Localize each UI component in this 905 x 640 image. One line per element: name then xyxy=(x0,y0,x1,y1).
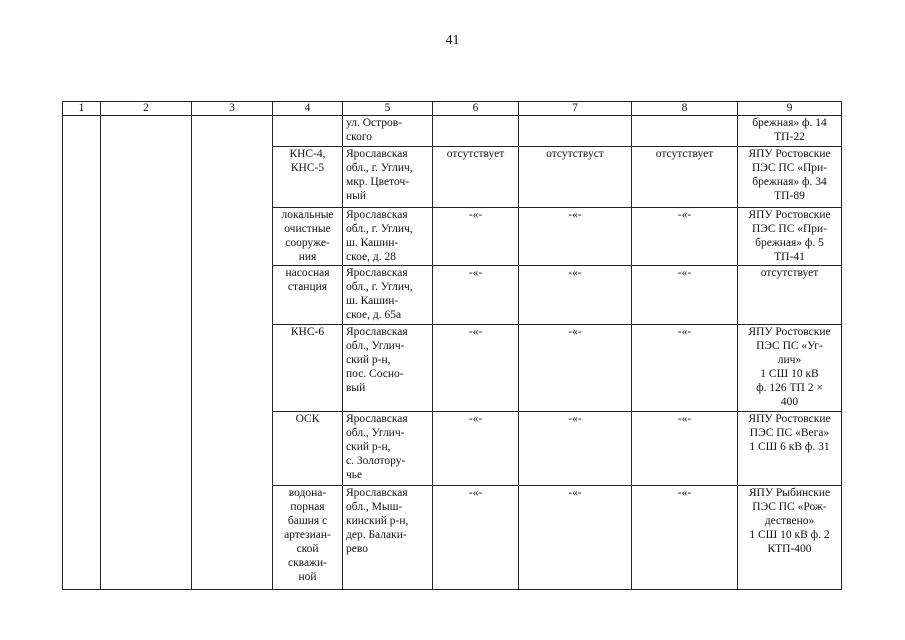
address-cell: Ярославская обл., г. Углич, ш. Кашин- ское, д. 28 xyxy=(343,208,433,266)
object-cell: насосная станция xyxy=(273,266,343,325)
merged-cell-col2 xyxy=(101,116,192,590)
header-cell-4: 4 xyxy=(273,102,343,116)
cell-col8: отсутствует xyxy=(632,147,738,208)
cell-col7: отсутствуст xyxy=(519,147,632,208)
address-cell: Ярославская обл., г. Углич, ш. Кашин- ское, д. 65а xyxy=(343,266,433,325)
header-cell-3: 3 xyxy=(192,102,273,116)
object-cell: КНС-4, КНС-5 xyxy=(273,147,343,208)
header-cell-7: 7 xyxy=(519,102,632,116)
power-source-cell: ЯПУ Ростовские ПЭС ПС «При- брежная» ф. 5 ТП-41 xyxy=(738,208,842,266)
cell-col6: -«- xyxy=(433,412,519,486)
page-number: 41 xyxy=(445,33,460,48)
data-table xyxy=(62,101,842,590)
header-cell-5: 5 xyxy=(343,102,433,116)
address-cell: ул. Остров- ского xyxy=(343,116,433,147)
cell-col6: -«- xyxy=(433,486,519,590)
cell-col8: -«- xyxy=(632,266,738,325)
cell-col7: -«- xyxy=(519,266,632,325)
address-cell: Ярославская обл., Мыш- кинский р-н, дер. Балаки- рево xyxy=(343,486,433,590)
cell-col7: -«- xyxy=(519,208,632,266)
cell-col6: -«- xyxy=(433,266,519,325)
merged-cell-col3 xyxy=(192,116,273,590)
object-cell: водона- порная башня с артезиан- ской скважи- ной xyxy=(273,486,343,590)
cell-col8: -«- xyxy=(632,486,738,590)
header-cell-1: 1 xyxy=(63,102,101,116)
object-cell: локальные очистные сооруже- ния xyxy=(273,208,343,266)
cell-col7 xyxy=(519,116,632,147)
address-cell: Ярославская обл., Углич- ский р-н, пос. Сосно- вый xyxy=(343,325,433,412)
header-cell-8: 8 xyxy=(632,102,738,116)
table-row xyxy=(63,116,842,147)
power-source-cell: отсутствует xyxy=(738,266,842,325)
cell-col6: -«- xyxy=(433,208,519,266)
cell-col7: -«- xyxy=(519,325,632,412)
cell-col8: -«- xyxy=(632,208,738,266)
power-source-cell: ЯПУ Рыбинские ПЭС ПС «Рож- дествено» 1 СШ 10 кВ ф. 2 КТП-400 xyxy=(738,486,842,590)
header-cell-2: 2 xyxy=(101,102,192,116)
header-cell-6: 6 xyxy=(433,102,519,116)
cell-col6: -«- xyxy=(433,325,519,412)
power-source-cell: ЯПУ Ростовские ПЭС ПС «Уг- лич» 1 СШ 10 кВ ф. 126 ТП 2 × 400 xyxy=(738,325,842,412)
merged-cell-col1 xyxy=(63,116,101,590)
power-source-cell: брежная» ф. 14 ТП-22 xyxy=(738,116,842,147)
object-cell xyxy=(273,116,343,147)
object-cell: КНС-6 xyxy=(273,325,343,412)
cell-col8: -«- xyxy=(632,325,738,412)
cell-col7: -«- xyxy=(519,412,632,486)
object-cell: ОСК xyxy=(273,412,343,486)
header-cell-9: 9 xyxy=(738,102,842,116)
cell-col6 xyxy=(433,116,519,147)
power-source-cell: ЯПУ Ростовские ПЭС ПС «Вега» 1 СШ 6 кВ ф. 31 xyxy=(738,412,842,486)
cell-col7: -«- xyxy=(519,486,632,590)
header-row xyxy=(63,102,842,116)
cell-col8 xyxy=(632,116,738,147)
power-source-cell: ЯПУ Ростовские ПЭС ПС «При- брежная» ф. 34 ТП-89 xyxy=(738,147,842,208)
address-cell: Ярославская обл., Углич- ский р-н, с. Золотору- чье xyxy=(343,412,433,486)
address-cell: Ярославская обл., г. Углич, мкр. Цветоч- ный xyxy=(343,147,433,208)
cell-col6: отсутствует xyxy=(433,147,519,208)
cell-col8: -«- xyxy=(632,412,738,486)
